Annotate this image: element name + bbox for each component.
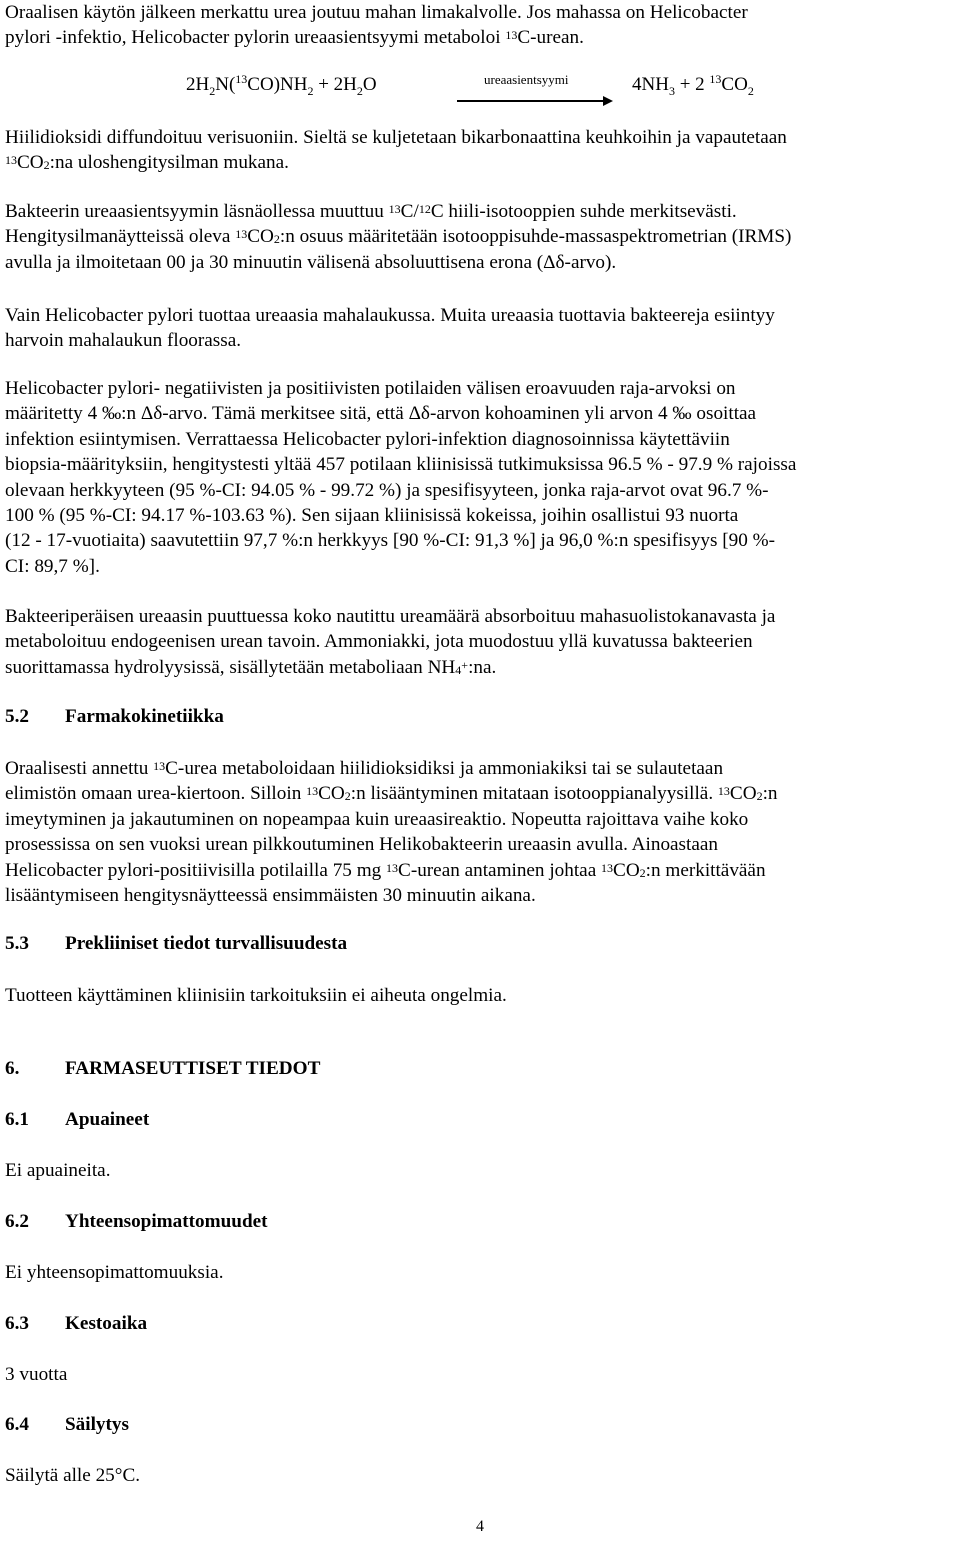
text-line: Helicobacter pylori-positiivisilla potilailla 75 mg $^{13}$C-urean antaminen johtaa $^{13}$CO2:n merkittävään — [5, 859, 766, 881]
section-number: 6.4 — [5, 1414, 29, 1435]
incompatibilities-text: Ei yhteensopimattomuuksia. — [5, 1262, 224, 1283]
section-heading-5-3 — [5, 933, 347, 955]
text-line: Bakteerin ureaasientsyymin läsnäollessa muuttuu $^{13}$C/$^{12}$C hiili-isotooppien suhde merkitsevästi. — [5, 201, 737, 222]
section-title: Apuaineet — [65, 1109, 150, 1130]
section-title: Farmakokinetiikka — [65, 706, 224, 727]
equation-products: 4NH3 + 2 $^{13}$CO2 — [632, 72, 754, 98]
text-line: Helicobacter pylori- negatiivisten ja positiivisten potilaiden välisen eroavuuden raja-arvoksi on — [5, 378, 736, 399]
section-number: 6. — [5, 1058, 20, 1079]
pharmacokinetics-paragraph — [5, 756, 953, 908]
text-line: Vain Helicobacter pylori tuottaa ureaasia mahalaukussa. Muita ureaasia tuottavia bakteereja esiintyy — [5, 305, 775, 326]
text-line: elimistön omaan urea-kiertoon. Silloin $^{13}$CO2:n lisääntyminen mitataan isotooppianalyysillä. $^{13}$CO2:n — [5, 783, 778, 805]
excipients-text: Ei apuaineita. — [5, 1160, 111, 1181]
text-line: metaboloituu endogeenisen urean tavoin. Ammoniakki, jota muodostuu yllä kuvatussa bakteerien — [5, 631, 753, 653]
section-title: FARMASEUTTISET TIEDOT — [65, 1058, 321, 1079]
equation-reactants: 2H2N($^{13}$CO)NH2 + 2H2O — [186, 72, 377, 98]
shelf-life-text: 3 vuotta — [5, 1364, 68, 1385]
text-line: Oraalisen käytön jälkeen merkattu urea joutuu mahan limakalvolle. Jos mahassa on Helicobacter — [5, 2, 748, 23]
diagnostic-paragraph — [5, 376, 953, 579]
reaction-equation — [0, 74, 960, 114]
text-line: imeytyminen ja jakautuminen on nopeampaa kuin ureaasireaktio. Nopeutta rajoittava vaihe koko — [5, 808, 749, 830]
section-number: 6.1 — [5, 1109, 29, 1130]
section-number: 5.2 — [5, 706, 29, 727]
text-line: määritetty 4 ‰:n Δδ-arvo. Tämä merkitsee sitä, että Δδ-arvon kohoaminen yli arvon 4 ‰ osoittaa — [5, 403, 757, 425]
co2-paragraph — [5, 125, 953, 176]
section-heading-6 — [5, 1058, 320, 1080]
text-line: infektion esiintymisen. Verrattaessa Helicobacter pylori-infektion diagnosoinnissa käytettäviin — [5, 428, 730, 450]
section-number: 6.2 — [5, 1211, 29, 1232]
section-heading-6-3 — [5, 1313, 147, 1335]
section-heading-6-2 — [5, 1211, 268, 1233]
section-title: Yhteensopimattomuudet — [65, 1211, 268, 1232]
absorption-paragraph — [5, 604, 953, 680]
page-number: 4 — [476, 1518, 484, 1535]
reaction-arrow-icon — [455, 94, 615, 108]
text-line: biopsia-määrityksiin, hengitystesti yltää 457 potilaan kliinisissä tutkimuksissa 96.5 % - 97.9 % rajoissa — [5, 454, 797, 476]
intro-paragraph — [5, 0, 953, 51]
text-line: prosessissa on sen vuoksi urean pilkkoutuminen Helikobakteerin ureaasin avulla. Ainoastaan — [5, 834, 718, 856]
text-line: 100 % (95 %-CI: 94.17 %-103.63 %). Sen sijaan kliinisissä kokeissa, joihin osallistui 93 nuorta — [5, 505, 739, 527]
text-line: $^{13}$CO2:na uloshengitysilman mukana. — [5, 152, 289, 174]
section-title: Säilytys — [65, 1414, 129, 1435]
section-title: Prekliiniset tiedot turvallisuudesta — [65, 933, 348, 954]
text-line: Oraalisesti annettu $^{13}$C-urea metaboloidaan hiilidioksidiksi ja ammoniakiksi tai se sulautetaan — [5, 758, 724, 779]
preclinical-text: Tuotteen käyttäminen kliinisiin tarkoituksiin ei aiheuta ongelmia. — [5, 985, 507, 1006]
text-line: olevaan herkkyyteen (95 %-CI: 94.05 % - 99.72 %) ja spesifisyyteen, jonka raja-arvot ovat 96.7 %- — [5, 479, 769, 501]
section-heading-6-1 — [5, 1109, 149, 1131]
text-line: (12 - 17-vuotiaita) saavutettiin 97,7 %:n herkkyys [90 %-CI: 91,3 %] ja 96,0 %:n spesifisyys [90 %- — [5, 530, 776, 552]
section-title: Kestoaika — [65, 1313, 148, 1334]
text-line: CI: 89,7 %]. — [5, 555, 100, 577]
text-line: lisääntymiseen hengitysnäytteessä ensimmäisten 30 minuutin aikana. — [5, 885, 536, 907]
text-line: harvoin mahalaukun floorassa. — [5, 330, 242, 352]
enzyme-label: ureaasientsyymi — [484, 72, 569, 87]
urease-paragraph — [5, 199, 953, 275]
text-line: Hengitysilmanäytteissä oleva $^{13}$CO2:n osuus määritetään isotooppisuhde-massaspektrometrian (IRMS) — [5, 226, 792, 248]
section-number: 6.3 — [5, 1313, 29, 1334]
text-line: Hiilidioksidi diffundoituu verisuoniin. Sieltä se kuljetetaan bikarbonaattina keuhkoihin ja vapautetaan — [5, 127, 787, 148]
text-line: suorittamassa hydrolyysissä, sisällytetään metaboliaan NH4+:na. — [5, 656, 497, 678]
section-heading-6-4 — [5, 1414, 129, 1436]
text-line: pylori -infektio, Helicobacter pylorin ureaasientsyymi metaboloi $^{13}$C-urean. — [5, 27, 584, 49]
text-line: avulla ja ilmoitetaan 00 ja 30 minuutin välisenä absoluuttisena erona (Δδ-arvo). — [5, 251, 617, 273]
storage-text: Säilytä alle 25°C. — [5, 1465, 141, 1486]
pylori-paragraph — [5, 303, 953, 354]
text-line: Bakteeriperäisen ureaasin puuttuessa koko nautittu ureamäärä absorboituu mahasuolistokanavasta ja — [5, 606, 776, 627]
section-number: 5.3 — [5, 933, 29, 954]
section-heading-5-2 — [5, 706, 224, 728]
